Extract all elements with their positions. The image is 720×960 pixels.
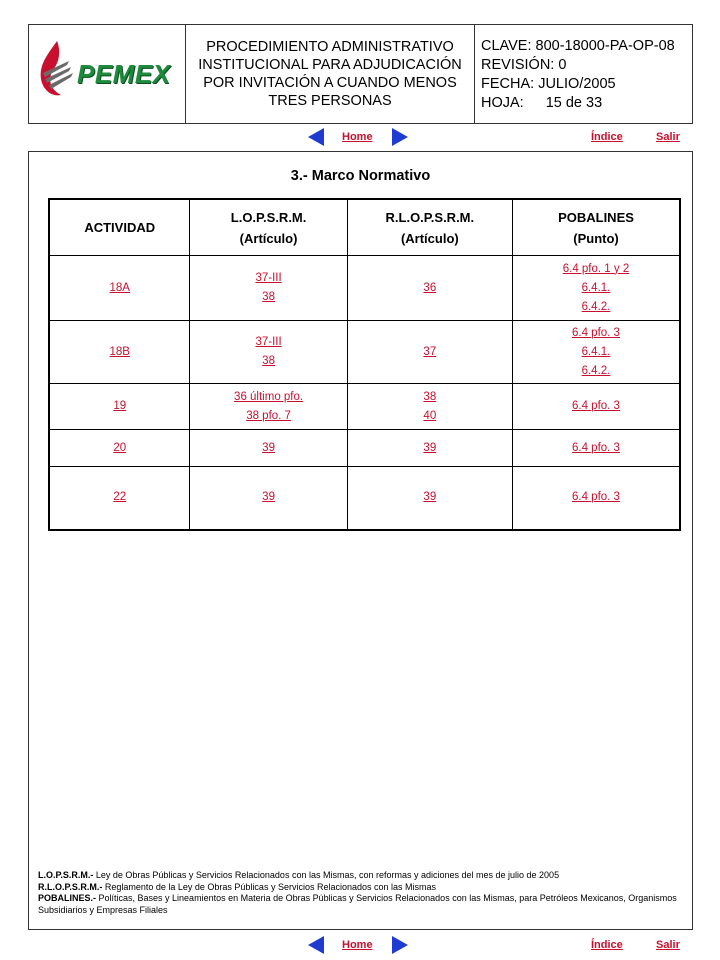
header-actividad: ACTIVIDAD	[49, 199, 190, 256]
actividad-link[interactable]: 19	[113, 400, 127, 412]
next-page-arrow-icon[interactable]	[391, 127, 409, 147]
lopsrm-link[interactable]: 37-III	[255, 272, 282, 284]
hoja-label: HOJA:	[481, 95, 524, 111]
actividad-cell	[49, 256, 190, 321]
pobalines-link[interactable]: 6.4 pfo. 3	[572, 400, 620, 412]
hoja-value: 15 de 33	[545, 95, 603, 111]
pobalines-link[interactable]: 6.4.1.	[581, 345, 611, 358]
footnote-term: R.L.O.P.S.R.M.-	[38, 881, 103, 892]
table-row	[49, 321, 680, 384]
pobalines-cell	[512, 321, 680, 384]
header-rlopsrm: R.L.O.P.S.R.M. (Artículo)	[347, 199, 512, 256]
footnote-text: Ley de Obras Públicas y Servicios Relacionados con las Mismas, con reformas y adiciones del mes de julio de 2005	[93, 870, 560, 880]
footnote-term: L.O.P.S.R.M.-	[38, 870, 94, 880]
lopsrm-link[interactable]: 36 último pfo.	[234, 390, 304, 403]
pobalines-link[interactable]: 6.4 pfo. 3	[572, 441, 620, 454]
actividad-cell	[49, 430, 190, 467]
actividad-link[interactable]: 20	[113, 441, 127, 454]
actividad-link[interactable]: 18A	[109, 281, 130, 294]
table-row	[49, 256, 680, 321]
rlopsrm-cell	[347, 384, 512, 430]
rlopsrm-cell	[347, 321, 512, 384]
indice-link[interactable]: Índice	[591, 939, 623, 951]
clave-text: CLAVE: 800-18000-PA-OP-08	[481, 38, 675, 54]
lopsrm-link[interactable]: 39	[262, 491, 275, 504]
actividad-cell	[49, 467, 190, 530]
footnote-text: Reglamento de la Ley de Obras Públicas y Servicios Relacionados con las Mismas	[102, 881, 437, 892]
lopsrm-cell	[190, 256, 347, 321]
pobalines-cell	[512, 384, 680, 430]
marco-normativo-table	[48, 198, 681, 531]
fecha-text: FECHA: JULIO/2005	[481, 76, 616, 92]
rlopsrm-link[interactable]: 38	[423, 390, 437, 403]
previous-page-arrow-icon[interactable]	[307, 935, 325, 955]
rlopsrm-cell	[347, 467, 512, 530]
pemex-wordmark: PEMEX	[77, 59, 171, 89]
table-row	[49, 467, 680, 530]
actividad-link[interactable]: 22	[113, 491, 127, 504]
rlopsrm-link[interactable]: 40	[423, 409, 437, 422]
header-lopsrm: L.O.P.S.R.M. (Artículo)	[190, 199, 347, 256]
footnote-lopsrm	[38, 870, 688, 882]
footnote-term: POBALINES.-	[38, 893, 97, 903]
lopsrm-link[interactable]: 38	[262, 355, 275, 367]
document-info	[475, 25, 692, 123]
pobalines-link[interactable]: 6.4.2.	[581, 364, 611, 377]
pemex-logo	[29, 25, 186, 123]
pobalines-link[interactable]: 6.4 pfo. 1 y 2	[562, 262, 630, 275]
lopsrm-link[interactable]: 39	[262, 441, 275, 454]
next-page-arrow-icon[interactable]	[391, 935, 409, 955]
pobalines-cell	[512, 430, 680, 467]
rlopsrm-link[interactable]: 37	[423, 345, 437, 358]
rlopsrm-cell	[347, 430, 512, 467]
previous-page-arrow-icon[interactable]	[307, 127, 325, 147]
table-row	[49, 430, 680, 467]
document-header	[28, 24, 693, 124]
pobalines-link[interactable]: 6.4 pfo. 3	[572, 491, 620, 504]
lopsrm-link[interactable]: 38 pfo. 7	[246, 409, 291, 422]
document-title: PROCEDIMIENTO ADMINISTRATIVO INSTITUCIONAL PARA ADJUDICACIÓN POR INVITACIÓN A CUANDO MENOS TRES PERSONAS	[186, 25, 475, 123]
lopsrm-cell	[190, 384, 347, 430]
actividad-cell	[49, 321, 190, 384]
rlopsrm-link[interactable]: 36	[423, 281, 437, 294]
lopsrm-cell	[190, 430, 347, 467]
lopsrm-link[interactable]: 37-III	[255, 336, 282, 348]
table-row	[49, 384, 680, 430]
section-title: 3.- Marco Normativo	[290, 168, 431, 184]
hoja-text	[481, 94, 692, 113]
rlopsrm-link[interactable]: 39	[423, 491, 437, 504]
revision-text: REVISIÓN: 0	[481, 57, 567, 73]
top-navigation	[0, 125, 720, 149]
lopsrm-cell	[190, 467, 347, 530]
indice-link[interactable]: Índice	[591, 131, 623, 143]
pobalines-cell	[512, 256, 680, 321]
pobalines-cell	[512, 467, 680, 530]
pobalines-link[interactable]: 6.4.2.	[581, 300, 611, 313]
lopsrm-link[interactable]: 38	[262, 291, 275, 303]
footnotes	[38, 870, 688, 916]
content-frame	[28, 151, 693, 930]
rlopsrm-link[interactable]: 39	[423, 441, 437, 454]
header-pobalines: POBALINES (Punto)	[512, 199, 680, 256]
table-header-row	[49, 199, 680, 256]
pobalines-link[interactable]: 6.4.1.	[581, 281, 611, 294]
footnote-rlopsrm	[38, 882, 688, 894]
home-link[interactable]: Home	[342, 939, 373, 951]
home-link[interactable]: Home	[342, 131, 373, 143]
actividad-cell	[49, 384, 190, 430]
pemex-eagle-icon	[33, 39, 81, 99]
footnote-text: Políticas, Bases y Lineamientos en Materia de Obras Públicas y Servicios Relacionados con las Mismas, para Petróleos Mexicanos, Organismos Subsidiarios y Empresas Filiales	[38, 893, 677, 915]
actividad-link[interactable]: 18B	[109, 345, 130, 358]
rlopsrm-cell	[347, 256, 512, 321]
lopsrm-cell	[190, 321, 347, 384]
pobalines-link[interactable]: 6.4 pfo. 3	[572, 326, 620, 339]
bottom-navigation	[0, 933, 720, 957]
salir-link[interactable]: Salir	[656, 939, 680, 951]
footnote-pobalines	[38, 893, 688, 916]
salir-link[interactable]: Salir	[656, 131, 680, 143]
